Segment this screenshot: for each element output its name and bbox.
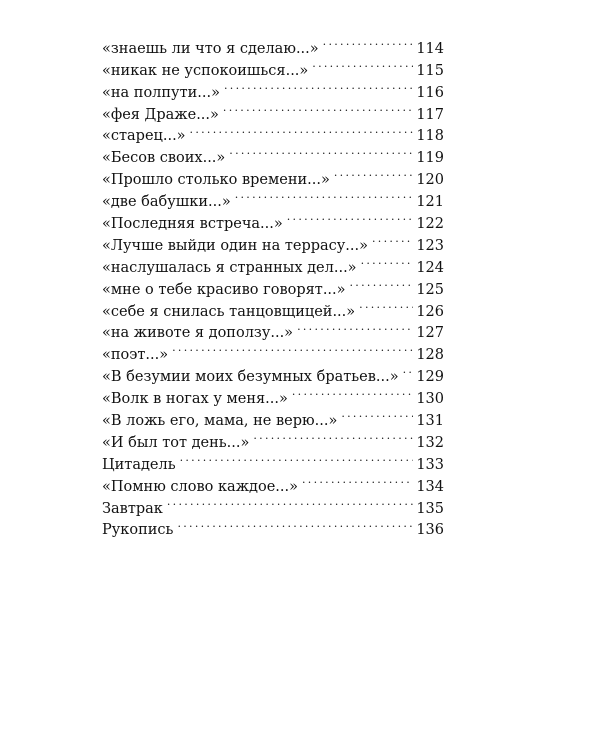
dot-leader	[341, 403, 413, 425]
dot-leader	[403, 359, 414, 381]
toc-entry-title: «старец...»	[102, 128, 186, 145]
toc-entry-title: «В безумии моих безумных братьев...»	[102, 369, 399, 386]
dot-leader	[323, 31, 414, 53]
toc-entry-page-number: 136	[416, 522, 444, 539]
dot-leader	[372, 228, 413, 250]
toc-entry-title: «мне о тебе красиво говорят...»	[102, 281, 346, 298]
toc-entry-page-number: 118	[416, 128, 444, 145]
toc-entry-title: Цитадель	[102, 456, 176, 473]
toc-entry-page-number: 132	[416, 434, 444, 451]
toc-entry-page-number: 128	[416, 347, 444, 364]
toc-entry-page-number: 135	[416, 500, 444, 517]
dot-leader	[235, 184, 414, 206]
dot-leader	[172, 337, 413, 359]
dot-leader	[302, 469, 413, 491]
toc-entry-title: «никак не успокоишься...»	[102, 62, 309, 79]
toc-entry-page-number: 127	[416, 325, 444, 342]
toc-entry-page-number: 130	[416, 391, 444, 408]
dot-leader	[292, 381, 413, 403]
toc-entry-page-number: 126	[416, 303, 444, 320]
toc-entry-title: Рукопись	[102, 522, 174, 539]
dot-leader	[297, 316, 413, 338]
dot-leader	[334, 162, 413, 184]
toc-entry-title: «Последняя встреча...»	[102, 216, 283, 233]
toc-entry-title: Завтрак	[102, 500, 163, 517]
toc-entry-title: «наслушалась я странных дел...»	[102, 259, 357, 276]
toc-entry-page-number: 114	[416, 40, 444, 57]
dot-leader	[287, 206, 414, 228]
toc-entry-title: «на полпути...»	[102, 84, 220, 101]
toc-entry-page-number: 120	[416, 172, 444, 189]
toc-entry-title: «Бесов своих...»	[102, 150, 226, 167]
toc-entry-title: «себе я снилась танцовщицей...»	[102, 303, 356, 320]
dot-leader	[361, 250, 414, 272]
dot-leader	[223, 97, 413, 119]
toc-entry-title: «И был тот день...»	[102, 434, 250, 451]
dot-leader	[180, 447, 414, 469]
dot-leader	[312, 53, 413, 75]
toc-entry-page-number: 121	[416, 194, 444, 211]
toc-entry-page-number: 129	[416, 369, 444, 386]
toc-entry-page-number: 115	[416, 62, 444, 79]
toc-entry-title: «Волк в ногах у меня...»	[102, 391, 288, 408]
toc-entry-title: «Помню слово каждое...»	[102, 478, 298, 495]
dot-leader	[177, 513, 413, 535]
dot-leader	[190, 119, 414, 141]
toc-entry-page-number: 122	[416, 216, 444, 233]
toc-entry-page-number: 124	[416, 259, 444, 276]
toc-entry-page-number: 125	[416, 281, 444, 298]
toc-entry-page-number: 117	[416, 106, 444, 123]
dot-leader	[253, 425, 413, 447]
toc-entry-page-number: 123	[416, 237, 444, 254]
toc-entry-title: «В ложь его, мама, не верю...»	[102, 413, 338, 430]
toc-entry-title: «Прошло столько времени...»	[102, 172, 330, 189]
toc-entry-page-number: 119	[416, 150, 444, 167]
toc-entry-title: «знаешь ли что я сделаю...»	[102, 40, 319, 57]
toc-entry-title: «на животе я доползу...»	[102, 325, 294, 342]
dot-leader	[167, 491, 413, 513]
dot-leader	[229, 140, 413, 162]
toc-entry-title: «поэт...»	[102, 347, 169, 364]
toc-entry-page-number: 116	[416, 84, 444, 101]
toc-entry-page-number: 131	[416, 413, 444, 430]
dot-leader	[350, 272, 414, 294]
toc-entry-title: «фея Драже...»	[102, 106, 219, 123]
toc-entry	[102, 31, 444, 57]
toc-entry-page-number: 133	[416, 456, 444, 473]
table-of-contents	[102, 31, 444, 539]
toc-entry-title: «Лучше выйди один на террасу...»	[102, 237, 369, 254]
dot-leader	[359, 294, 413, 316]
dot-leader	[224, 75, 413, 97]
toc-entry-page-number: 134	[416, 478, 444, 495]
toc-entry-title: «две бабушки...»	[102, 194, 231, 211]
